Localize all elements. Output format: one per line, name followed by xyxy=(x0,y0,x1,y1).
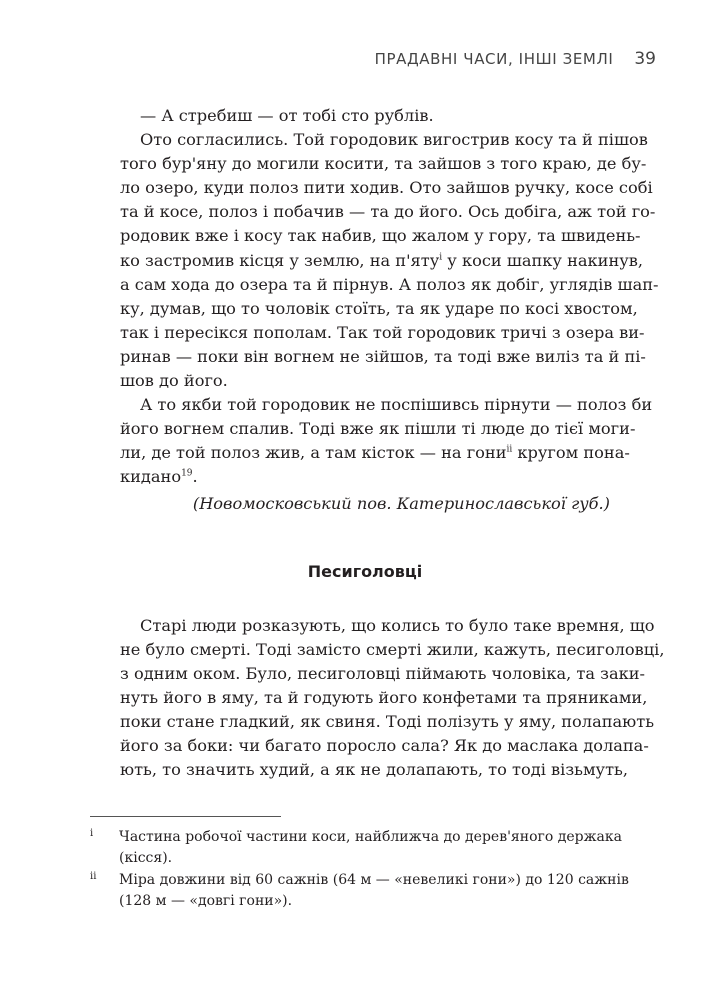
text-line: поки стане гладкий, як свиня. Тоді полізуть у яму, полапають xyxy=(120,712,655,732)
text-line: а сам хода до озера та й пірнув. А полоз як добіг, углядів шап- xyxy=(120,274,659,294)
text-line: нуть його в яму, та й годують його конфетами та пряниками, xyxy=(120,687,648,707)
text-line: родовик вже і косу так набив, що жалом у гору, та швидень- xyxy=(120,226,641,246)
section-body xyxy=(120,614,665,783)
text-line: шов до його. xyxy=(120,371,228,391)
text-line: ку, думав, що то чоловік стоїть, та як ударе по косі хвостом, xyxy=(120,298,638,318)
footnote-line: Міра довжини від 60 сажнів (64 м — «невеликі гони») до 120 сажнів xyxy=(119,872,629,888)
text-line: Ото согласились. Той городовик вигострив косу та й пішов xyxy=(140,130,648,150)
footnote xyxy=(90,827,620,868)
paragraph xyxy=(120,393,653,489)
text-line: Старі люди розказують, що колись то було таке времня, що xyxy=(140,615,655,635)
source-note: (Новомосковський пов. Катеринославської губ.) xyxy=(192,493,610,513)
footnote-reference: 19 xyxy=(181,469,193,480)
paragraph xyxy=(120,128,659,393)
footnote-line: (кісся). xyxy=(119,849,173,866)
footnote-line: (128 м — «довгі гони»). xyxy=(119,892,293,909)
text-line: та й косе, полоз і побачив — та до його. Ось добіга, аж той го- xyxy=(120,202,656,222)
text-line: того бур'яну до могили косити, та зайшов з того краю, де бу- xyxy=(120,154,647,174)
footnote-text xyxy=(119,827,622,868)
page-number: 39 xyxy=(634,49,656,69)
footnote-reference: i xyxy=(439,252,443,263)
text-line: не було смерті. Тоді замісто смерті жили, кажуть, песиголовці, xyxy=(120,639,665,659)
paragraph xyxy=(120,104,610,128)
paragraph xyxy=(120,614,665,783)
section-heading: Песиголовці xyxy=(307,561,423,581)
text-line: з одним оком. Було, песиголовці піймають чоловіка, та заки- xyxy=(120,663,645,683)
footnote-rule xyxy=(90,816,281,817)
footnotes xyxy=(90,827,629,913)
story-end xyxy=(120,104,659,490)
footnote-text xyxy=(119,870,629,911)
footnote-mark: ii xyxy=(90,871,97,882)
running-head xyxy=(375,49,656,69)
text-line: ли, де той полоз жив, а там кісток — на гони$^{ii}$ кругом пона- xyxy=(120,443,630,463)
text-line: ло озеро, куди полоз пити ходив. Ото зайшов ручку, косе собі xyxy=(120,178,653,198)
text-line: його вогнем спалив. Тоді вже як пішли ті люде до тієї моги- xyxy=(120,419,636,439)
text-line: А то якби той городовик не поспішивсь пірнути — полоз би xyxy=(140,395,653,415)
text-line: ринав — поки він вогнем не зійшов, та тоді вже виліз та й пі- xyxy=(120,346,646,366)
footnote xyxy=(90,870,629,911)
text-line: ють, то значить худий, а як не долапають, то тоді візьмуть, xyxy=(120,760,628,780)
text-line: ко застромив кісця у землю, на п'яту$^i$ у коси шапку накинув, xyxy=(120,250,644,270)
footnote-reference: ii xyxy=(506,445,513,456)
text-line: так і пересікся пополам. Так той городовик тричі з озера ви- xyxy=(120,322,645,342)
text-line: — А стребиш — от тобі сто рублів. xyxy=(140,106,434,125)
footnote-line: Частина робочої частини коси, найближча до дерев'яного держака xyxy=(119,829,622,845)
body-text xyxy=(120,104,665,782)
text-line: кидано$^{19}$. xyxy=(120,467,198,487)
running-head-title: ПРАДАВНІ ЧАСИ, ІНШІ ЗЕМЛІ xyxy=(374,50,614,68)
text-line: його за боки: чи багато поросло сала? Як до маслака долапа- xyxy=(120,736,649,756)
footnote-mark: i xyxy=(90,828,94,839)
